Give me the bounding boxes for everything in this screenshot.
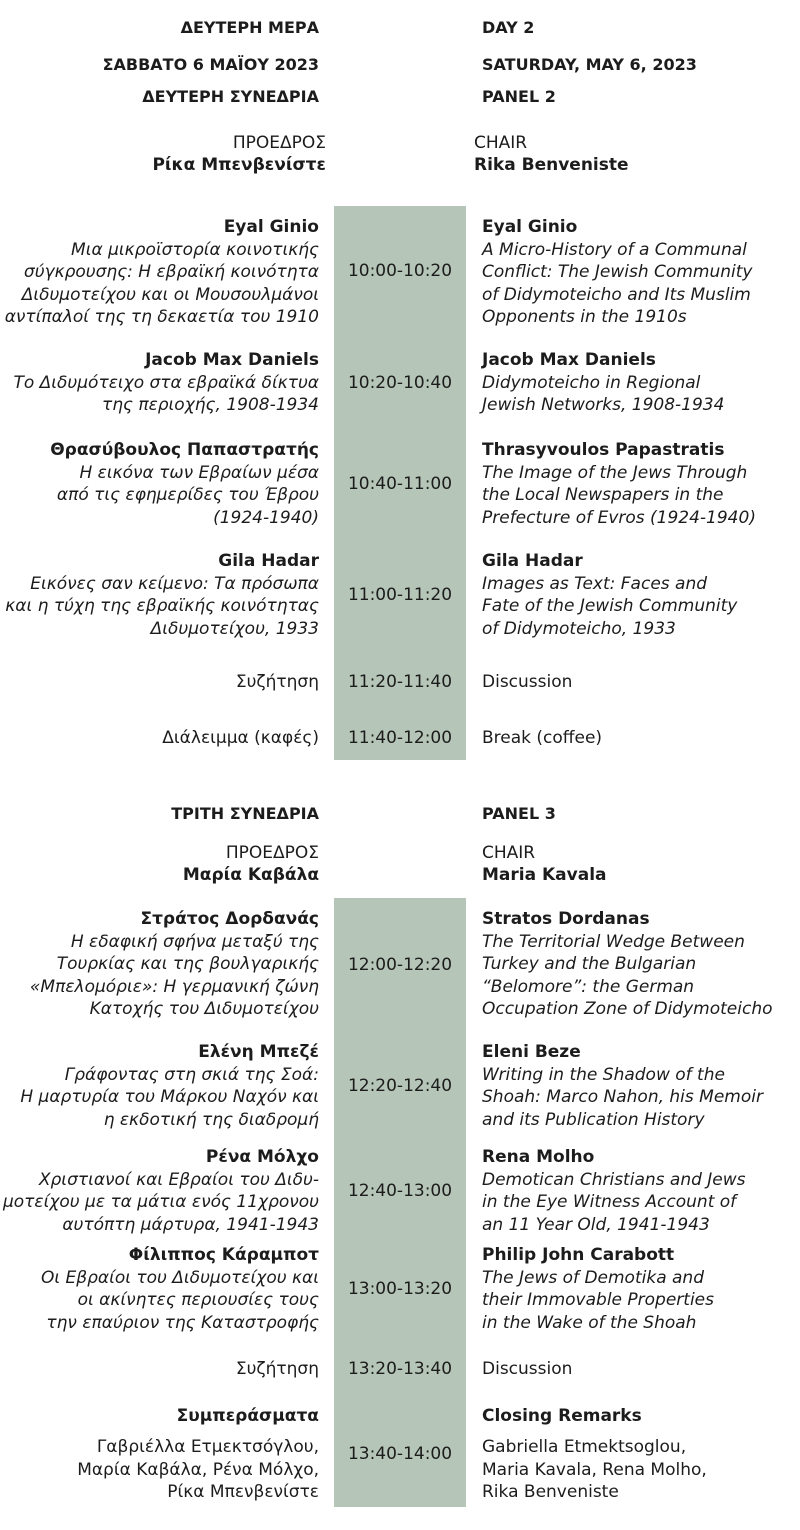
talk-title-line: από τις εφημερίδες του Έβρου: [56, 485, 319, 505]
talk-title-line: Opponents in the 1910s: [482, 307, 687, 327]
panel2-title-gr: ΔΕΥΤΕΡΗ ΣΥΝΕΔΡΙΑ: [142, 87, 319, 106]
discussion-en: Discussion: [482, 1359, 573, 1379]
closing-name-line: Μαρία Καβάλα, Ρένα Μόλχο,: [77, 1459, 319, 1480]
talk-title-line: of Didymoteicho, 1933: [482, 618, 676, 639]
talk-title-line: Τουρκίας και της βουλγαρικής: [56, 954, 319, 974]
talk-english: [482, 908, 773, 1021]
talk-title-line: και η τύχη της εβραϊκής κοινότητας: [5, 596, 319, 616]
speaker-name: Eleni Beze: [482, 1042, 581, 1062]
panel2-chair-en: Rika Benveniste: [474, 155, 629, 175]
talk-title-line: Διδυμοτείχου, 1933: [150, 618, 319, 639]
discussion-en: Discussion: [482, 672, 573, 692]
talk-title-line: their Immovable Properties: [482, 1290, 714, 1310]
talk-title-line: Η μαρτυρία του Μάρκου Ναχόν και: [20, 1087, 319, 1107]
speaker-name: Ελένη Μπεζέ: [198, 1042, 319, 1062]
closing-name-line: Rika Benveniste: [482, 1482, 619, 1502]
talk-title-line: the Local Newspapers in the: [482, 485, 724, 505]
talk-title-line: Conflict: The Jewish Community: [482, 262, 753, 282]
speaker-name: Gila Hadar: [218, 551, 319, 571]
talk-title-line: η εκδοτική της διαδρομή: [103, 1109, 319, 1130]
talk-title-line: The Image of the Jews Through: [482, 462, 748, 483]
time-band-panel3: [334, 898, 466, 1507]
talk-title-line: Μια μικροϊστορία κοινοτικής: [71, 239, 319, 260]
talk-greek: [13, 349, 319, 417]
panel3-chair-label-gr: ΠΡΟΕΔΡΟΣ: [225, 843, 319, 863]
speaker-name: Φίλιππος Κάραμποτ: [128, 1245, 319, 1265]
talk-english: [482, 1244, 714, 1334]
talk-title-line: The Jews of Demotika and: [482, 1267, 704, 1288]
talk-title-line: Demotican Christians and Jews: [482, 1169, 746, 1190]
talk-title-line: an 11 Year Old, 1941-1943: [482, 1214, 710, 1235]
speaker-name: Gila Hadar: [482, 551, 583, 571]
time-slot: 13:20-13:40: [347, 1359, 453, 1379]
time-slot: 11:00-11:20: [347, 585, 453, 605]
date-gr: ΣΑΒΒΑΤΟ 6 ΜΑΪΟΥ 2023: [102, 55, 319, 74]
time-slot: 12:00-12:20: [347, 955, 453, 975]
panel2-title-en: PANEL 2: [482, 87, 556, 106]
date-en: SATURDAY, MAY 6, 2023: [482, 55, 697, 74]
talk-title-line: «Μπελομόριε»: Η γερμανική ζώνη: [29, 976, 319, 997]
talk-english: [482, 349, 724, 417]
talk-title-line: “Belomore”: the German: [482, 976, 695, 997]
talk-english: [482, 1041, 763, 1131]
talk-title-line: in the Wake of the Shoah: [482, 1312, 697, 1333]
talk-greek: [20, 1041, 319, 1131]
speaker-name: Ρένα Μόλχο: [205, 1147, 319, 1167]
day-label-gr: ΔΕΥΤΕΡΗ ΜΕΡΑ: [180, 18, 319, 37]
talk-title-line: Prefecture of Evros (1924-1940): [482, 507, 756, 528]
talk-title-line: and its Publication History: [482, 1109, 705, 1130]
panel2-chair-label-en: CHAIR: [474, 133, 528, 153]
time-slot: 10:40-11:00: [347, 474, 453, 494]
discussion-gr: Συζήτηση: [235, 672, 319, 692]
talk-greek: [5, 550, 319, 640]
talk-title-line: της περιοχής, 1908-1934: [101, 395, 319, 415]
talk-greek: [50, 439, 319, 529]
closing-name-line: Ρίκα Μπενβενίστε: [167, 1482, 319, 1502]
closing-names-gr: [77, 1436, 319, 1504]
closing-names-en: [482, 1436, 707, 1504]
panel3-title-en: PANEL 3: [482, 804, 556, 823]
talk-title-line: αυτόπτη μάρτυρα, 1941-1943: [62, 1214, 319, 1235]
break-gr: Διάλειμμα (καφές): [162, 728, 319, 748]
time-slot: 12:20-12:40: [347, 1076, 453, 1096]
speaker-name: Eyal Ginio: [482, 217, 578, 237]
talk-english: [482, 216, 752, 329]
talk-title-line: Turkey and the Bulgarian: [482, 954, 697, 974]
talk-greek: [41, 1244, 319, 1334]
talk-title-line: Γράφοντας στη σκιά της Σοά:: [64, 1064, 319, 1085]
speaker-name: Θρασύβουλος Παπαστρατής: [50, 440, 319, 460]
closing-name-line: Maria Kavala, Rena Molho,: [482, 1459, 707, 1480]
day-label-en: DAY 2: [482, 18, 535, 37]
closing-name-line: Gabriella Etmektsoglou,: [482, 1437, 687, 1457]
talk-title-line: in the Eye Witness Account of: [482, 1192, 737, 1212]
closing-title-en: Closing Remarks: [482, 1406, 642, 1426]
time-slot: 11:20-11:40: [347, 672, 453, 692]
speaker-name: Jacob Max Daniels: [145, 350, 319, 370]
speaker-name: Στράτος Δορδανάς: [140, 909, 319, 929]
talk-title-line: Shoah: Marco Nahon, his Memoir: [482, 1087, 763, 1107]
time-slot: 13:00-13:20: [347, 1279, 453, 1299]
speaker-name: Stratos Dordanas: [482, 909, 650, 929]
talk-title-line: (1924-1940): [213, 507, 319, 528]
talk-greek: [30, 908, 319, 1021]
talk-greek: [3, 1146, 319, 1236]
speaker-name: Rena Molho: [482, 1147, 595, 1167]
closing-title-gr: Συμπεράσματα: [176, 1406, 319, 1426]
talk-title-line: A Micro-History of a Communal: [482, 239, 747, 260]
talk-greek: [5, 216, 319, 329]
time-slot: 13:40-14:00: [347, 1444, 453, 1464]
talk-title-line: οι ακίνητες περιουσίες τους: [77, 1290, 319, 1310]
talk-title-line: Οι Εβραίοι του Διδυμοτείχου και: [40, 1267, 319, 1288]
talk-title-line: Jewish Networks, 1908-1934: [482, 395, 725, 415]
talk-title-line: The Territorial Wedge Between: [482, 931, 745, 952]
speaker-name: Thrasyvoulos Papastratis: [482, 440, 725, 460]
closing-name-line: Γαβριέλλα Ετμεκτσόγλου,: [96, 1437, 319, 1457]
time-slot: 12:40-13:00: [347, 1181, 453, 1201]
speaker-name: Eyal Ginio: [223, 217, 319, 237]
time-slot: 10:00-10:20: [347, 261, 453, 281]
talk-english: [482, 1146, 746, 1236]
talk-title-line: την επαύριον της Καταστροφής: [46, 1312, 319, 1333]
talk-title-line: Εικόνες σαν κείμενο: Τα πρόσωπα: [30, 573, 319, 594]
time-slot: 10:20-10:40: [347, 373, 453, 393]
talk-title-line: Το Διδυμότειχο στα εβραϊκά δίκτυα: [13, 372, 319, 393]
talk-title-line: Fate of the Jewish Community: [482, 596, 738, 616]
talk-title-line: Occupation Zone of Didymoteicho: [482, 999, 773, 1019]
talk-english: [482, 439, 756, 529]
talk-title-line: σύγκρουσης: Η εβραϊκή κοινότητα: [23, 262, 319, 282]
speaker-name: Philip John Carabott: [482, 1245, 675, 1265]
talk-title-line: αντίπαλοί της τη δεκαετία του 1910: [4, 307, 319, 327]
panel3-title-gr: ΤΡΙΤΗ ΣΥΝΕΔΡΙΑ: [171, 804, 319, 823]
break-en: Break (coffee): [482, 728, 603, 748]
talk-title-line: Images as Text: Faces and: [482, 573, 708, 594]
talk-title-line: Χριστιανοί και Εβραίοι του Διδυ-: [38, 1169, 319, 1190]
panel2-chair-gr: Ρίκα Μπενβενίστε: [152, 155, 326, 175]
talk-title-line: Κατοχής του Διδυμοτείχου: [89, 999, 319, 1019]
talk-english: [482, 550, 737, 640]
talk-title-line: Η εδαφική σφήνα μεταξύ της: [70, 931, 319, 952]
speaker-name: Jacob Max Daniels: [482, 350, 656, 370]
panel2-chair-label-gr: ΠΡΟΕΔΡΟΣ: [232, 133, 326, 153]
panel3-chair-gr: Μαρία Καβάλα: [182, 865, 319, 885]
talk-title-line: μοτείχου με τα μάτια ενός 11χρονου: [2, 1192, 319, 1212]
talk-title-line: of Didymoteicho and Its Muslim: [482, 284, 751, 305]
panel3-chair-label-en: CHAIR: [482, 843, 536, 863]
discussion-gr: Συζήτηση: [235, 1359, 319, 1379]
talk-title-line: Didymoteicho in Regional: [482, 372, 701, 393]
talk-title-line: Writing in the Shadow of the: [482, 1064, 725, 1085]
talk-title-line: Διδυμοτείχου και οι Μουσουλμάνοι: [21, 284, 319, 305]
talk-title-line: Η εικόνα των Εβραίων μέσα: [79, 462, 319, 483]
time-slot: 11:40-12:00: [347, 728, 453, 748]
panel3-chair-en: Maria Kavala: [482, 865, 607, 885]
